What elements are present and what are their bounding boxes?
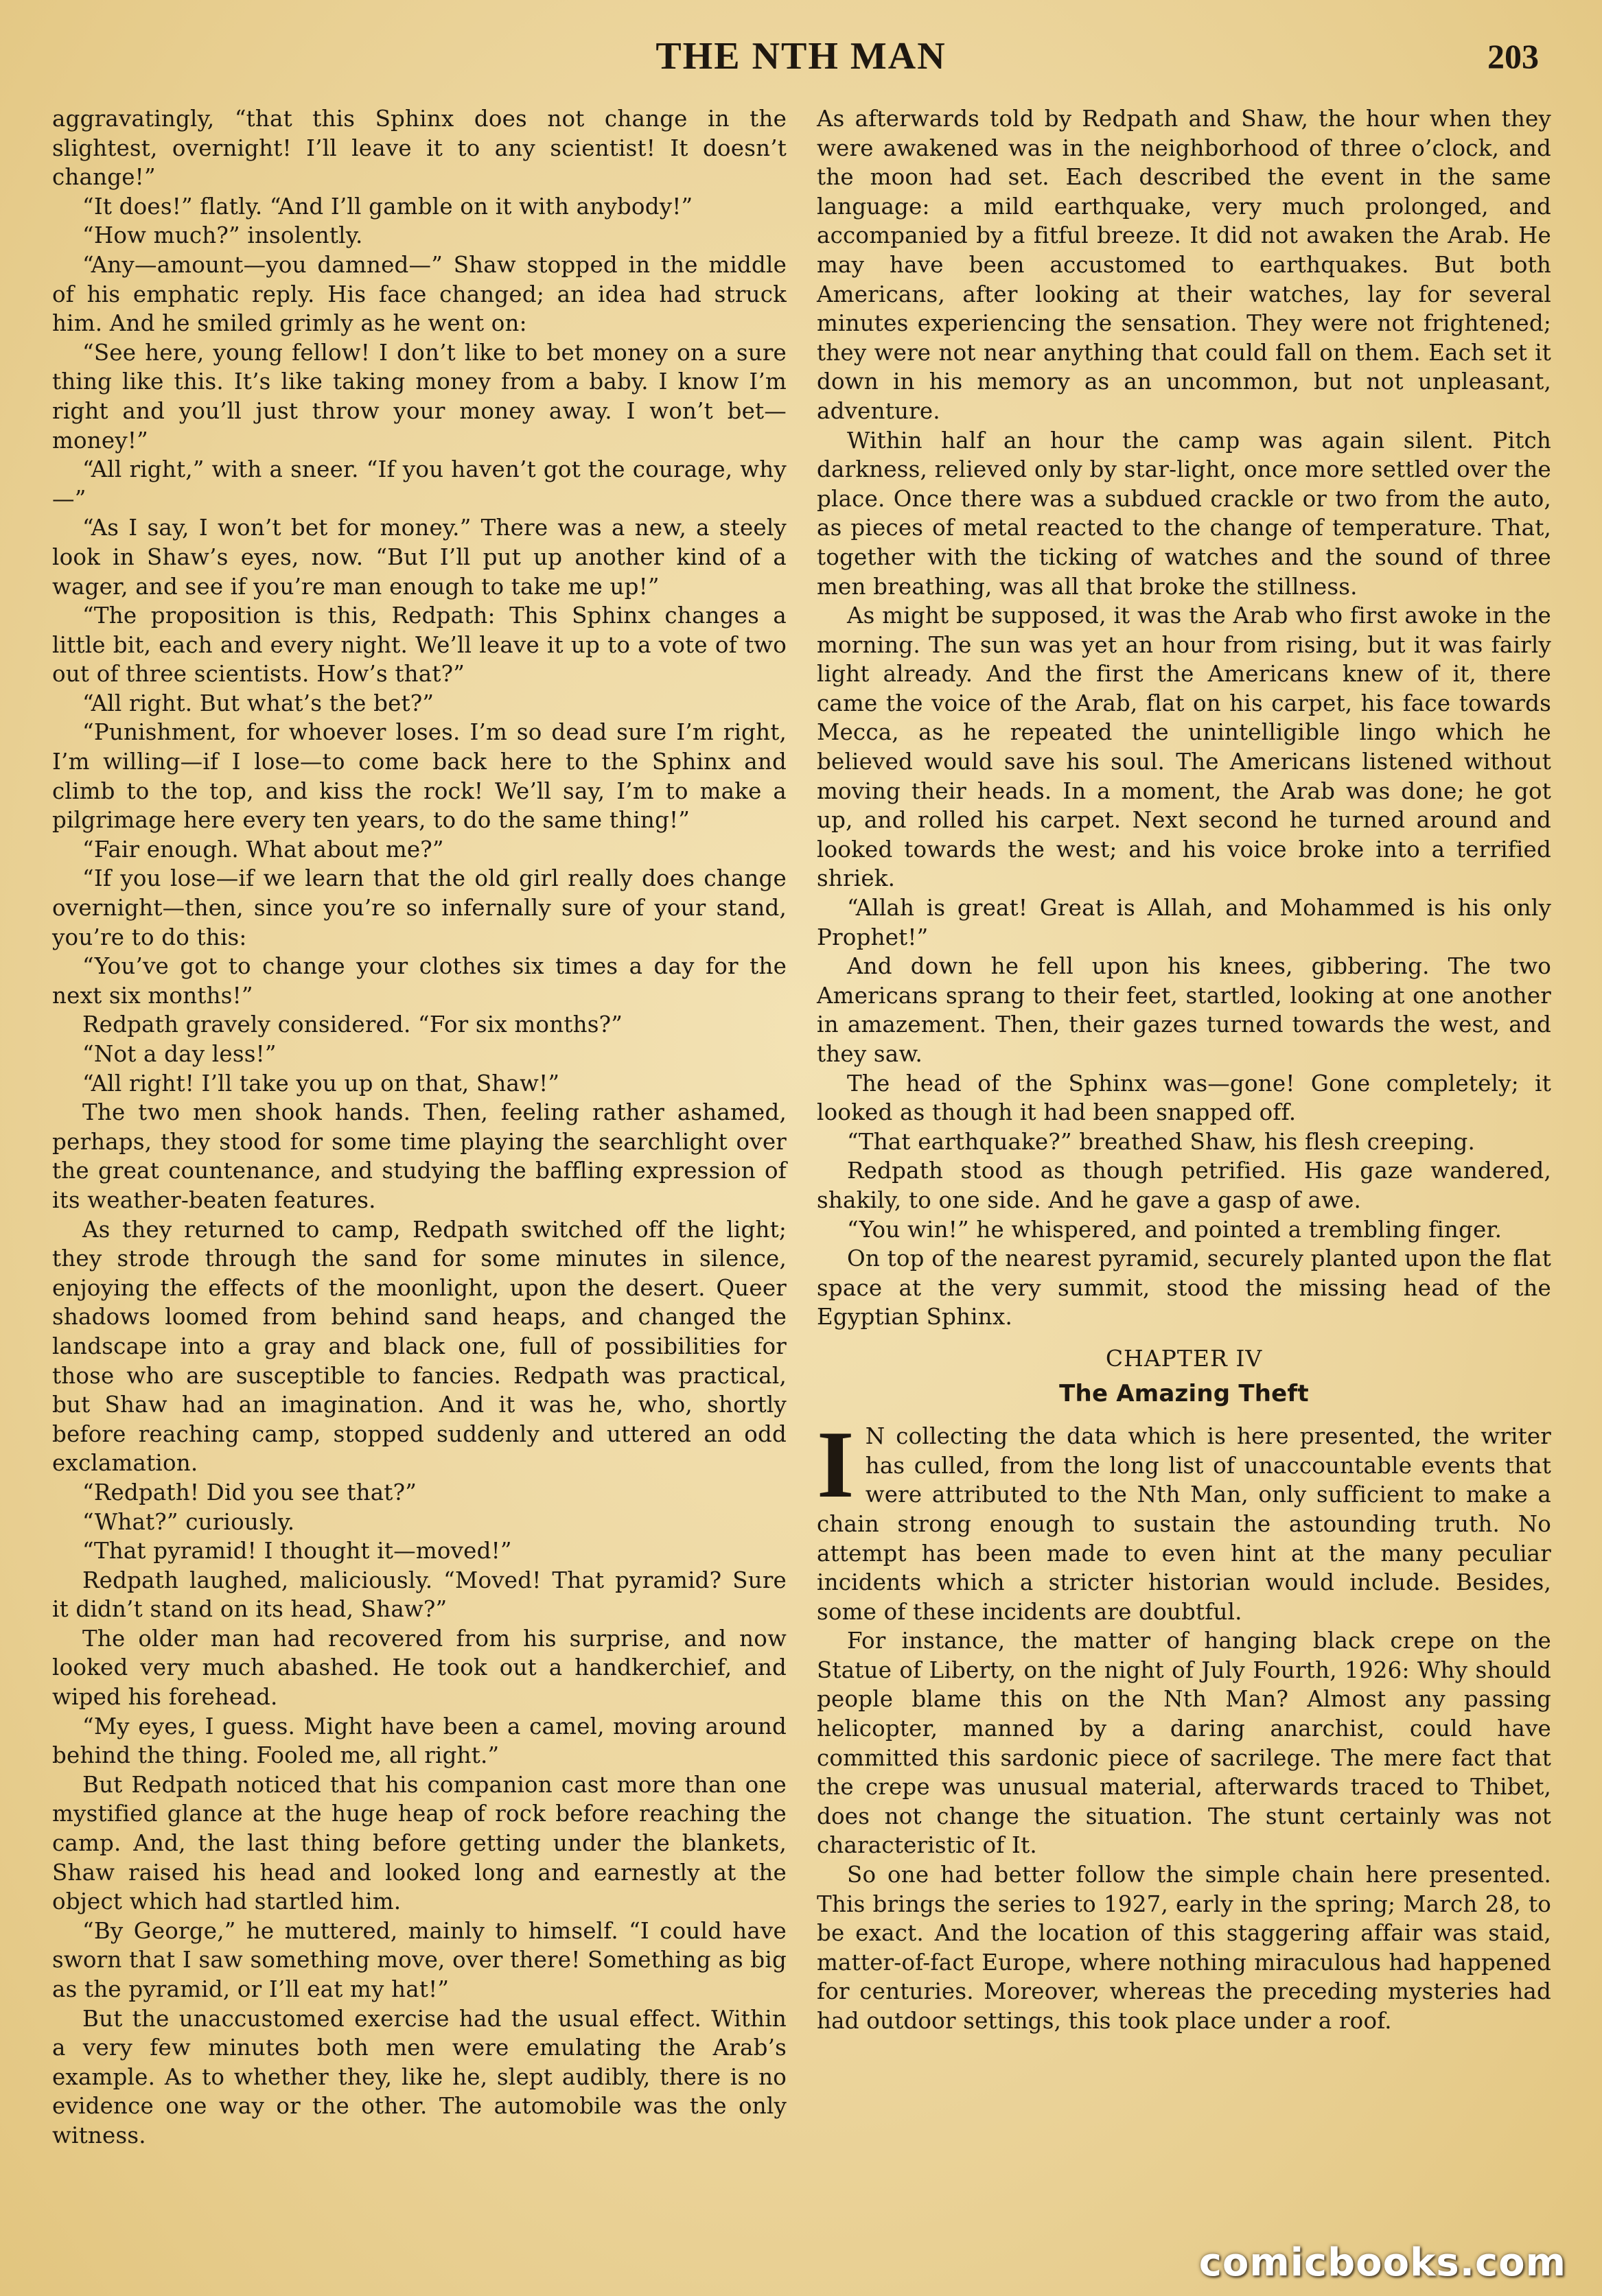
site-watermark: comicbooks.com xyxy=(1198,2240,1566,2285)
paragraph: As they returned to camp, Redpath switched off the light; they strode through the sand for some minutes in silence, enjoying the effects of the moonlight, upon the desert. Queer shadows loomed from behind sand heaps, and changed the landscape into a gray and black one, full of possibilities for those who are susceptible to fancies. Redpath was practical, but Shaw had an imagination. And it was he, who, shortly before reaching camp, stopped suddenly and uttered an odd exclamation. xyxy=(52,1216,787,1477)
paragraph: Redpath stood as though petrified. His gaze wandered, shakily, to one side. And he gave a gasp of awe. xyxy=(817,1158,1551,1213)
paragraph: “You’ve got to change your clothes six times a day for the next six months!” xyxy=(52,953,787,1009)
drop-cap: I xyxy=(817,1411,855,1519)
paragraph: Within half an hour the camp was again silent. Pitch darkness, relieved only by star-light, once more settled over the place. Once there was a subdued crackle or two from the auto, as pieces of metal reacted to the change of temperature. That, together with the ticking of watches and the sound of three men breathing, was all that broke the stillness. xyxy=(817,427,1551,600)
paragraph: “That earthquake?” breathed Shaw, his flesh creeping. xyxy=(847,1128,1476,1155)
paragraph: As might be supposed, it was the Arab who first awoke in the morning. The sun was yet an hour from rising, but it was fairly light already. And the first the Americans knew of it, there came the voice of the Arab, flat on his carpet, his face towards Mecca, as he repeated the unintelligible lingo which he believed would save his soul. The Americans listened without moving their heads. In a moment, the Arab was done; he got up, and rolled his carpet. Next second he turned around and looked towards the west; and his voice broke into a terrified shriek. xyxy=(817,602,1551,892)
paragraph: And down he fell upon his knees, gibbering. The two Americans sprang to their feet, startled, looking at one another in amazement. Then, their gazes turned towards the west, and they saw. xyxy=(817,953,1551,1067)
paragraph: aggravatingly, “that this Sphinx does not change in the slightest, overnight! I’ll leave it to any scientist! It doesn’t change!” xyxy=(52,106,787,191)
paragraph: The older man had recovered from his surprise, and now looked very much abashed. He took out a handkerchief, and wiped his forehead. xyxy=(52,1625,787,1711)
chapter-title: The Amazing Theft xyxy=(1059,1379,1309,1407)
paragraph: “Redpath! Did you see that?” xyxy=(82,1479,417,1506)
running-title: THE NTH MAN xyxy=(655,35,947,78)
paragraph: “You win!” he whispered, and pointed a trembling finger. xyxy=(847,1216,1502,1243)
paragraph: “See here, young fellow! I don’t like to bet money on a sure thing like this. It’s like taking money from a baby. I know I’m right and you’ll just throw your money away. I won’t bet—money!” xyxy=(52,339,787,454)
paragraph: For instance, the matter of hanging black crepe on the Statue of Liberty, on the night of July Fourth, 1926: Why should people blame this on the Nth Man? Almost any passing helicopter, manned by a daring anarchist, could have committed this sardonic piece of sacrilege. The mere fact that the crepe was unusual material, afterwards traced to Thibet, does not change the situation. The stunt certainly was not characteristic of It. xyxy=(817,1628,1551,1859)
paragraph: “All right,” with a sneer. “If you haven’t got the courage, why—” xyxy=(52,456,787,512)
paragraph: “Any—amount—you damned—” Shaw stopped in the middle of his emphatic reply. His face changed; an idea had struck him. And he smiled grimly as he went on: xyxy=(52,251,787,337)
paragraph: “My eyes, I guess. Might have been a camel, moving around behind the thing. Fooled me, all right.” xyxy=(52,1713,787,1769)
paragraph: But Redpath noticed that his companion cast more than one mystified glance at the huge heap of rock before reaching the camp. And, the last thing before getting under the blankets, Shaw raised his head and looked long and earnestly at the object which had startled him. xyxy=(52,1771,787,1915)
paragraph: Redpath laughed, maliciously. “Moved! That pyramid? Sure it didn’t stand on its head, Shaw?” xyxy=(52,1567,787,1623)
paragraph: “Punishment, for whoever loses. I’m so dead sure I’m right, I’m willing—if I lose—to come back here to the Sphinx and climb to the top, and kiss the rock! We’ll say, I’m to make a pilgrimage here every ten years, to do the same thing!” xyxy=(52,719,787,834)
paragraph: The head of the Sphinx was—gone! Gone completely; it looked as though it had been snapped off. xyxy=(817,1070,1551,1126)
right-column xyxy=(817,104,1551,2036)
paragraph: “Allah is great! Great is Allah, and Mohammed is his only Prophet!” xyxy=(817,895,1551,950)
paragraph: As afterwards told by Redpath and Shaw, the hour when they were awakened was in the neighborhood of three o’clock, and the moon had set. Each described the event in the same language: a mild earthquake, very much prolonged, and accompanied by a fitful breeze. It did not awaken the Arab. He may have been accustomed to earthquakes. But both Americans, after looking at their watches, lay for several minutes experiencing the sensation. They were not frightened; they were not near anything that could fall on them. Each set it down in his memory as an uncommon, but not unpleasant, adventure. xyxy=(817,106,1551,424)
paragraph: “How much?” insolently. xyxy=(82,222,363,249)
paragraph: “All right! I’ll take you up on that, Shaw!” xyxy=(82,1070,560,1097)
paragraph: “Not a day less!” xyxy=(82,1041,277,1067)
paragraph: On top of the nearest pyramid, securely planted upon the flat space at the very summit, stood the missing head of the Egyptian Sphinx. xyxy=(817,1245,1551,1331)
opening-text: N collecting the data which is here presented, the writer has culled, from the long list of unaccountable events that were attributed to the Nth Man, only sufficient to make a chain strong enough to sustain the astounding truth. No attempt has been made to even hint at the many peculiar incidents which a stricter historian would include. Besides, some of these incidents are doubtful. xyxy=(817,1423,1551,1625)
left-column xyxy=(52,104,787,2151)
chapter-number: CHAPTER IV xyxy=(1105,1344,1263,1372)
paragraph: But the unaccustomed exercise had the usual effect. Within a very few minutes both men were emulating the Arab’s example. As to whether they, like he, slept audibly, there is no evidence one way or the other. The automobile was the only witness. xyxy=(52,2005,787,2148)
paragraph: “As I say, I won’t bet for money.” There was a new, a steely look in Shaw’s eyes, now. “But I’ll put up another kind of a wager, and see if you’re man enough to take me up!” xyxy=(52,515,787,600)
paragraph: “It does!” flatly. “And I’ll gamble on it with anybody!” xyxy=(82,193,693,220)
paragraph: “By George,” he muttered, mainly to himself. “I could have sworn that I saw something move, over there! Something as big as the pyramid, or I’ll eat my hat!” xyxy=(52,1917,787,2002)
page-header xyxy=(48,29,1554,84)
paragraph: “What?” curiously. xyxy=(82,1508,295,1535)
paragraph: The two men shook hands. Then, feeling rather ashamed, perhaps, they stood for some time playing the searchlight over the great countenance, and studying the baffling expression of its weather-beaten features. xyxy=(52,1099,787,1213)
chapter-opening-paragraph xyxy=(817,1411,1551,1626)
page-number: 203 xyxy=(1487,37,1539,75)
paragraph: Redpath gravely considered. “For six months?” xyxy=(82,1011,623,1038)
paragraph: “The proposition is this, Redpath: This Sphinx changes a little bit, each and every night. We’ll leave it up to a vote of two out of three scientists. How’s that?” xyxy=(52,602,787,688)
paragraph: So one had better follow the simple chain here presented. This brings the series to 1927, early in the spring; March 28, to be exact. And the location of this staggering affair was staid, matter-of-fact Europe, where nothing miraculous had happened for centuries. Moreover, whereas the preceding mysteries had had outdoor settings, this took place under a roof. xyxy=(817,1862,1551,2034)
paragraph: “That pyramid! I thought it—moved!” xyxy=(82,1538,512,1565)
paragraph: “All right. But what’s the bet?” xyxy=(82,690,434,716)
paragraph: “If you lose—if we learn that the old girl really does change overnight—then, since you’re so infernally sure of your stand, you’re to do this: xyxy=(52,865,787,950)
paragraph: “Fair enough. What about me?” xyxy=(82,836,444,863)
